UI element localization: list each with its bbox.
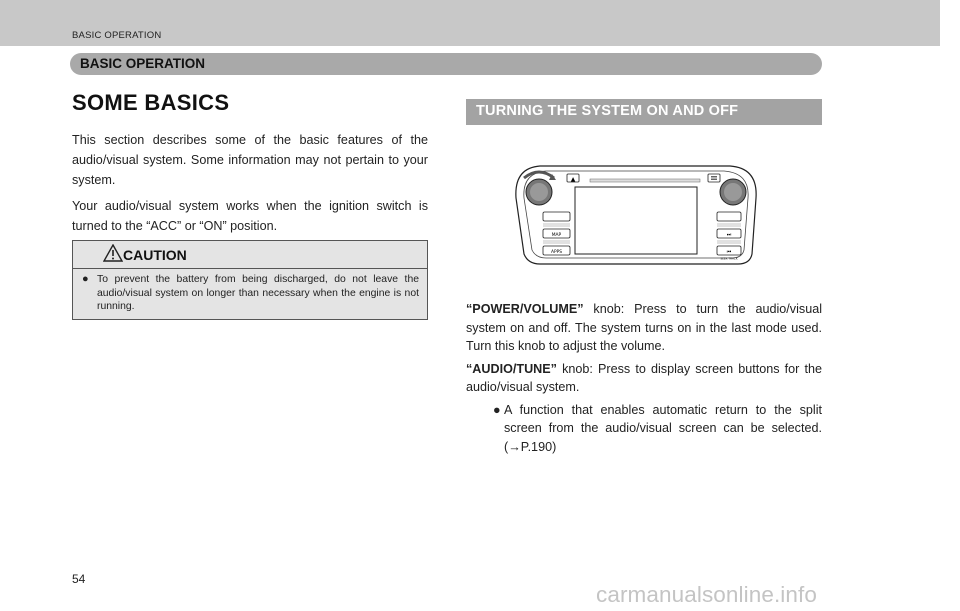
head-unit-illustration (510, 158, 760, 270)
left-upper-button (543, 212, 570, 221)
warning-triangle-icon (103, 244, 123, 262)
watermark: carmanualsonline.info (596, 582, 817, 607)
display-screen (575, 187, 697, 254)
svg-text:▲: ▲ (570, 176, 576, 183)
section-title-bar (70, 53, 822, 75)
skip-back-icon: ⏮ (726, 249, 732, 255)
right-upper-button (717, 212, 741, 221)
intro-paragraph: This section describes some of the basic features of the audio/visual system. Some information may not pertain to your system. (72, 133, 428, 187)
caution-item (73, 269, 427, 314)
page-title: SOME BASICS (72, 90, 230, 115)
auto-return-text: A function that enables automatic return to the split screen from the audio/visual screen can be selected. (→P.190) (504, 402, 822, 454)
bullet-dot-icon: ● (493, 402, 501, 417)
left-column (72, 90, 428, 242)
audio-tune-paragraph (466, 360, 822, 397)
subsection-title-bar (466, 99, 822, 125)
skip-forward-icon: ⏭ (726, 232, 732, 238)
subsection-title: TURNING THE SYSTEM ON AND OFF (476, 103, 739, 119)
bullet-dot-icon: ● (82, 273, 89, 285)
audio-tune-knob-name: “AUDIO/TUNE” (466, 361, 557, 376)
caution-header (73, 241, 427, 269)
right-body (466, 300, 822, 460)
power-volume-knob-name: “POWER/VOLUME” (466, 302, 584, 316)
caution-box (72, 240, 428, 320)
ignition-paragraph: Your audio/visual system works when the ignition switch is turned to the “ACC” or “ON” position. (72, 199, 428, 233)
seek-track-label: SEEK TRACK (720, 256, 738, 261)
map-button-label: MAP (551, 233, 562, 238)
running-head: BASIC OPERATION (72, 30, 162, 41)
apps-button-label: APPS (550, 249, 563, 255)
caution-label: CAUTION (123, 247, 187, 263)
disc-slot (590, 179, 700, 182)
power-volume-paragraph (466, 300, 822, 356)
audio-tune-description: knob: Press to display screen buttons for the audio/visual system. (466, 361, 822, 394)
page-number: 54 (72, 572, 86, 586)
auto-return-note (493, 401, 822, 457)
section-title: BASIC OPERATION (80, 56, 206, 71)
power-volume-description: knob: Press to turn the audio/visual system on and off. The system turns on in the last mode used. Turn this knob to adjust the volume. (466, 302, 822, 353)
caution-text: To prevent the battery from being discharged, do not leave the audio/visual system on longer than necessary when the engine is not running. (97, 274, 419, 312)
audio-tune-knob-icon (720, 179, 746, 205)
